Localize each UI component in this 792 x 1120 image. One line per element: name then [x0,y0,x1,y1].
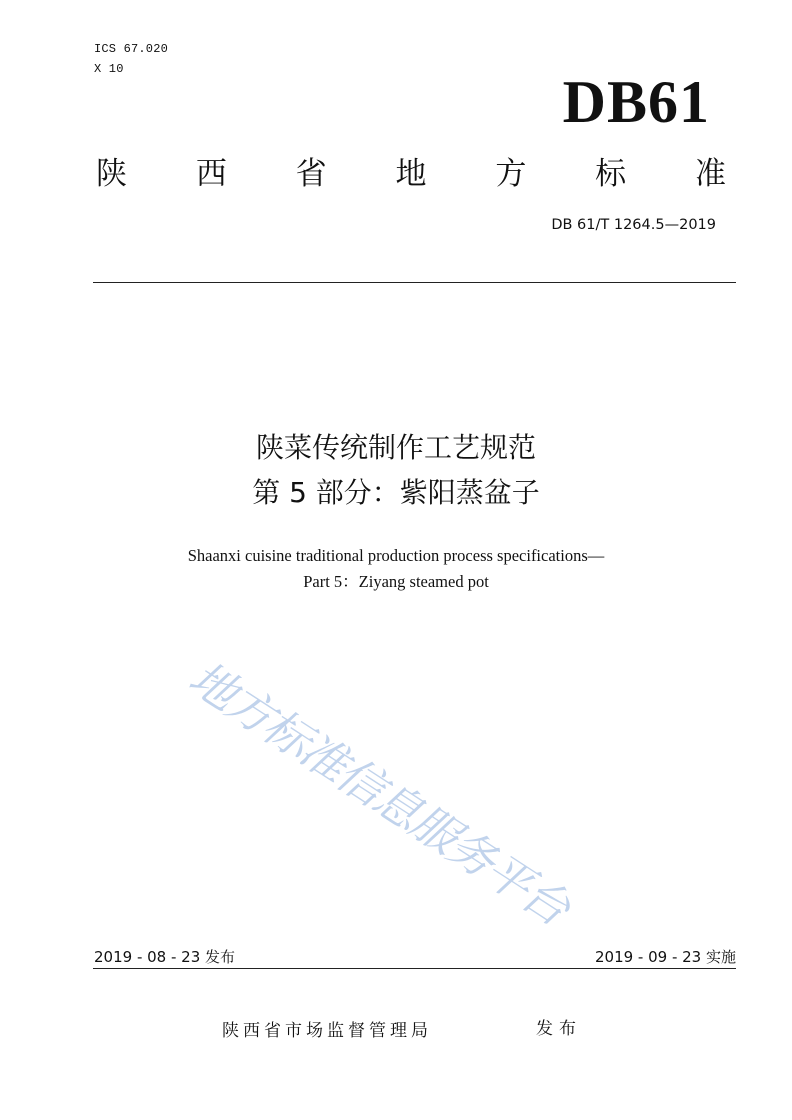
title-cn-line2: 第 5 部分：紫阳蒸盆子 [252,476,540,509]
watermark-text: 地方标准信息服务平台 [179,650,579,936]
title-en-line2: Part 5：Ziyang steamed pot [303,572,489,591]
standard-number: DB 61/T 1264.5—2019 [551,217,716,233]
bottom-divider [93,968,736,969]
top-divider [93,282,736,283]
standard-type-char: 省 [295,156,327,192]
standard-type-char: 西 [195,156,227,192]
db-mark: DB61 [562,69,710,135]
title-cn-line1: 陕菜传统制作工艺规范 [255,431,536,464]
issue-date: 2019 - 08 - 23 发布 [94,948,236,966]
standard-type-char: 标 [595,156,627,192]
standard-type-char: 陕 [96,156,127,192]
standard-type-char: 地 [395,156,427,192]
standard-type-char: 准 [694,156,726,192]
issue-action: 发布 [536,1019,582,1039]
title-en-line1: Shaanxi cuisine traditional production process specifications— [187,546,605,565]
ics-code: ICS 67.020 [94,42,169,56]
issuing-authority: 陕西省市场监督管理局 [222,1021,432,1041]
implementation-date: 2019 - 09 - 23 实施 [594,948,736,966]
standard-type-char: 方 [495,156,527,192]
classification-code: X 10 [94,62,124,76]
standard-type-title [96,156,726,192]
